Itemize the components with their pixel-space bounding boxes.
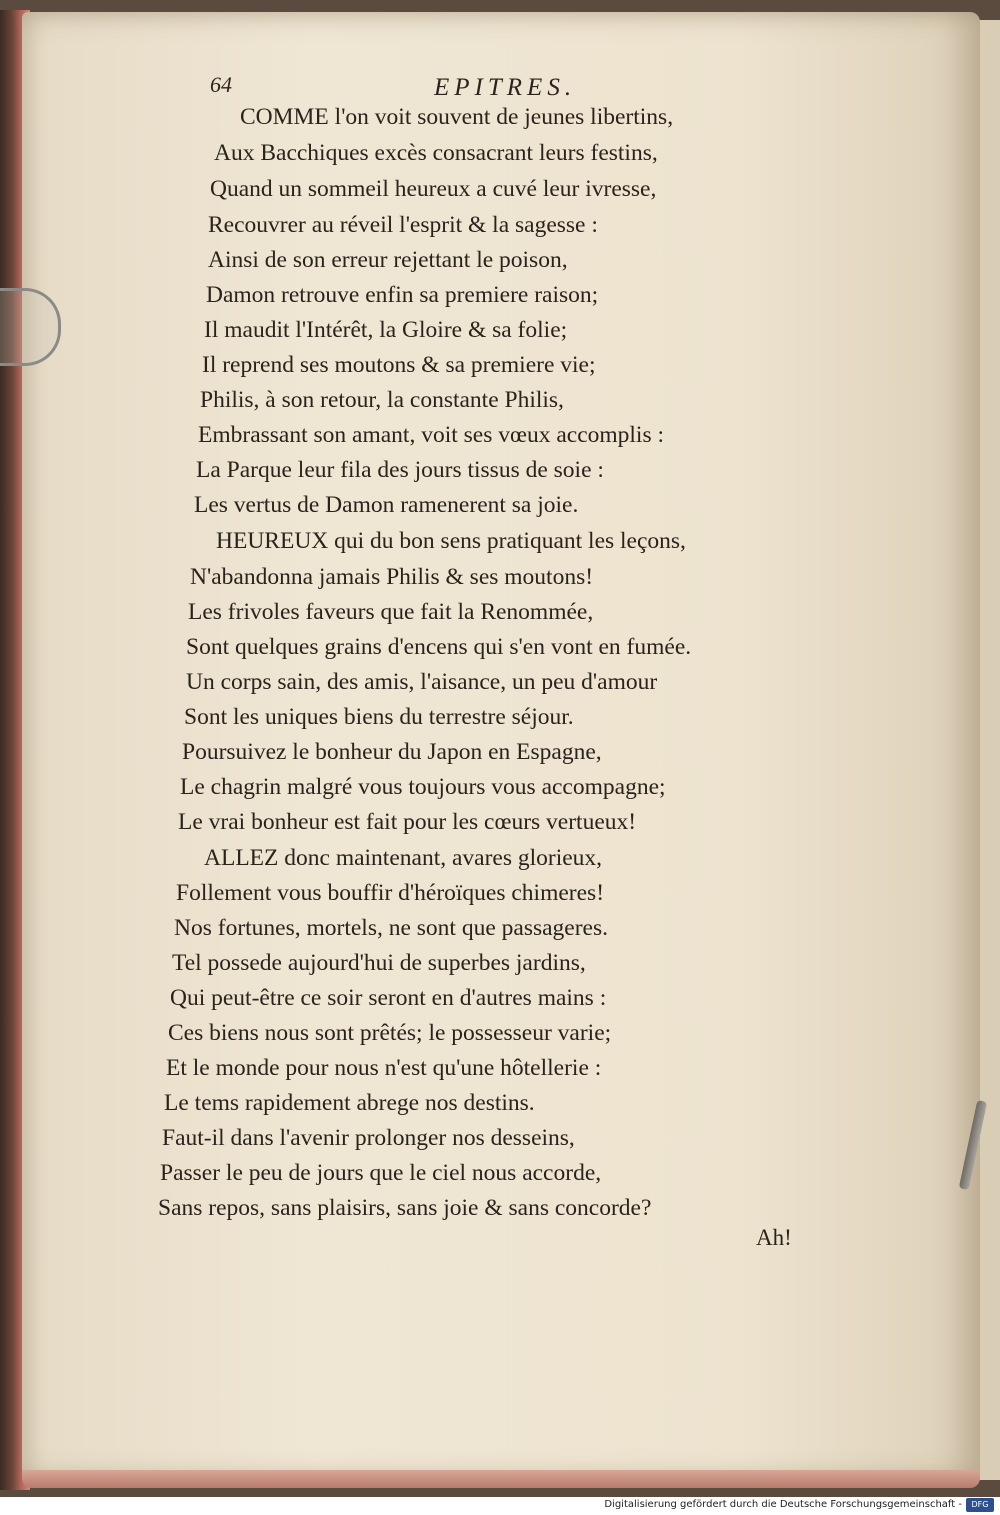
poem-line: N'abandonna jamais Philis & ses moutons! bbox=[190, 564, 594, 590]
poem-line: Follement vous bouffir d'héroïques chimeres! bbox=[176, 880, 605, 906]
poem-line: Un corps sain, des amis, l'aisance, un peu d'amour bbox=[186, 669, 658, 695]
catchword: Ah! bbox=[756, 1225, 792, 1250]
page-number: 64 bbox=[210, 72, 232, 97]
poem-line: Et le monde pour nous n'est qu'une hôtellerie : bbox=[166, 1055, 602, 1081]
poem-line: Quand un sommeil heureux a cuvé leur ivresse, bbox=[210, 176, 657, 202]
poem-line: La Parque leur fila des jours tissus de soie : bbox=[196, 457, 604, 483]
poem-line: Sont les uniques biens du terrestre séjour. bbox=[184, 704, 574, 730]
poem-line: ALLEZ donc maintenant, avares glorieux, bbox=[204, 845, 603, 871]
poem-line: Le tems rapidement abrege nos destins. bbox=[164, 1090, 535, 1116]
poem-line: Les frivoles faveurs que fait la Renommée, bbox=[188, 599, 594, 625]
poem-line: Damon retrouve enfin sa premiere raison; bbox=[206, 282, 599, 308]
poem-line: Il reprend ses moutons & sa premiere vie; bbox=[202, 352, 596, 378]
poem-line: Sans repos, sans plaisirs, sans joie & sans concorde? bbox=[158, 1195, 652, 1221]
poem-line: Tel possede aujourd'hui de superbes jardins, bbox=[172, 950, 586, 976]
poem-line: Recouvrer au réveil l'esprit & la sagesse : bbox=[208, 212, 598, 238]
poem-line: Le chagrin malgré vous toujours vous accompagne; bbox=[180, 774, 666, 800]
poem-line: Poursuivez le bonheur du Japon en Espagne, bbox=[182, 739, 602, 765]
page-bottom-edge bbox=[22, 1470, 980, 1488]
poem-line: Faut-il dans l'avenir prolonger nos desseins, bbox=[162, 1125, 575, 1151]
poem-line: COMME l'on voit souvent de jeunes libertins, bbox=[240, 104, 674, 130]
poem-line: Le vrai bonheur est fait pour les cœurs vertueux! bbox=[178, 809, 637, 835]
poem-line: Ainsi de son erreur rejettant le poison, bbox=[208, 247, 568, 273]
poem-line: Les vertus de Damon ramenerent sa joie. bbox=[194, 492, 579, 518]
attribution-footer bbox=[0, 1497, 1000, 1515]
poem-line: Passer le peu de jours que le ciel nous accorde, bbox=[160, 1160, 602, 1186]
poem-line: Nos fortunes, mortels, ne sont que passageres. bbox=[174, 915, 609, 941]
poem-line: Qui peut-être ce soir seront en d'autres mains : bbox=[170, 985, 607, 1011]
poem-line: Ces biens nous sont prêtés; le possesseur varie; bbox=[168, 1020, 612, 1046]
poem-line: HEUREUX qui du bon sens pratiquant les leçons, bbox=[216, 528, 686, 554]
funding-credit: Digitalisierung gefördert durch die Deutsche Forschungsgemeinschaft - bbox=[604, 1499, 962, 1510]
poem-line: Embrassant son amant, voit ses vœux accomplis : bbox=[198, 422, 665, 448]
dfg-logo-icon: DFG bbox=[966, 1498, 994, 1512]
poem-line: Sont quelques grains d'encens qui s'en vont en fumée. bbox=[186, 634, 692, 660]
poem-line: Il maudit l'Intérêt, la Gloire & sa folie; bbox=[204, 317, 568, 343]
poem-line: Aux Bacchiques excès consacrant leurs festins, bbox=[214, 140, 658, 166]
running-title: EPITRES. bbox=[434, 74, 577, 101]
poem-line: Philis, à son retour, la constante Philis, bbox=[200, 387, 564, 413]
